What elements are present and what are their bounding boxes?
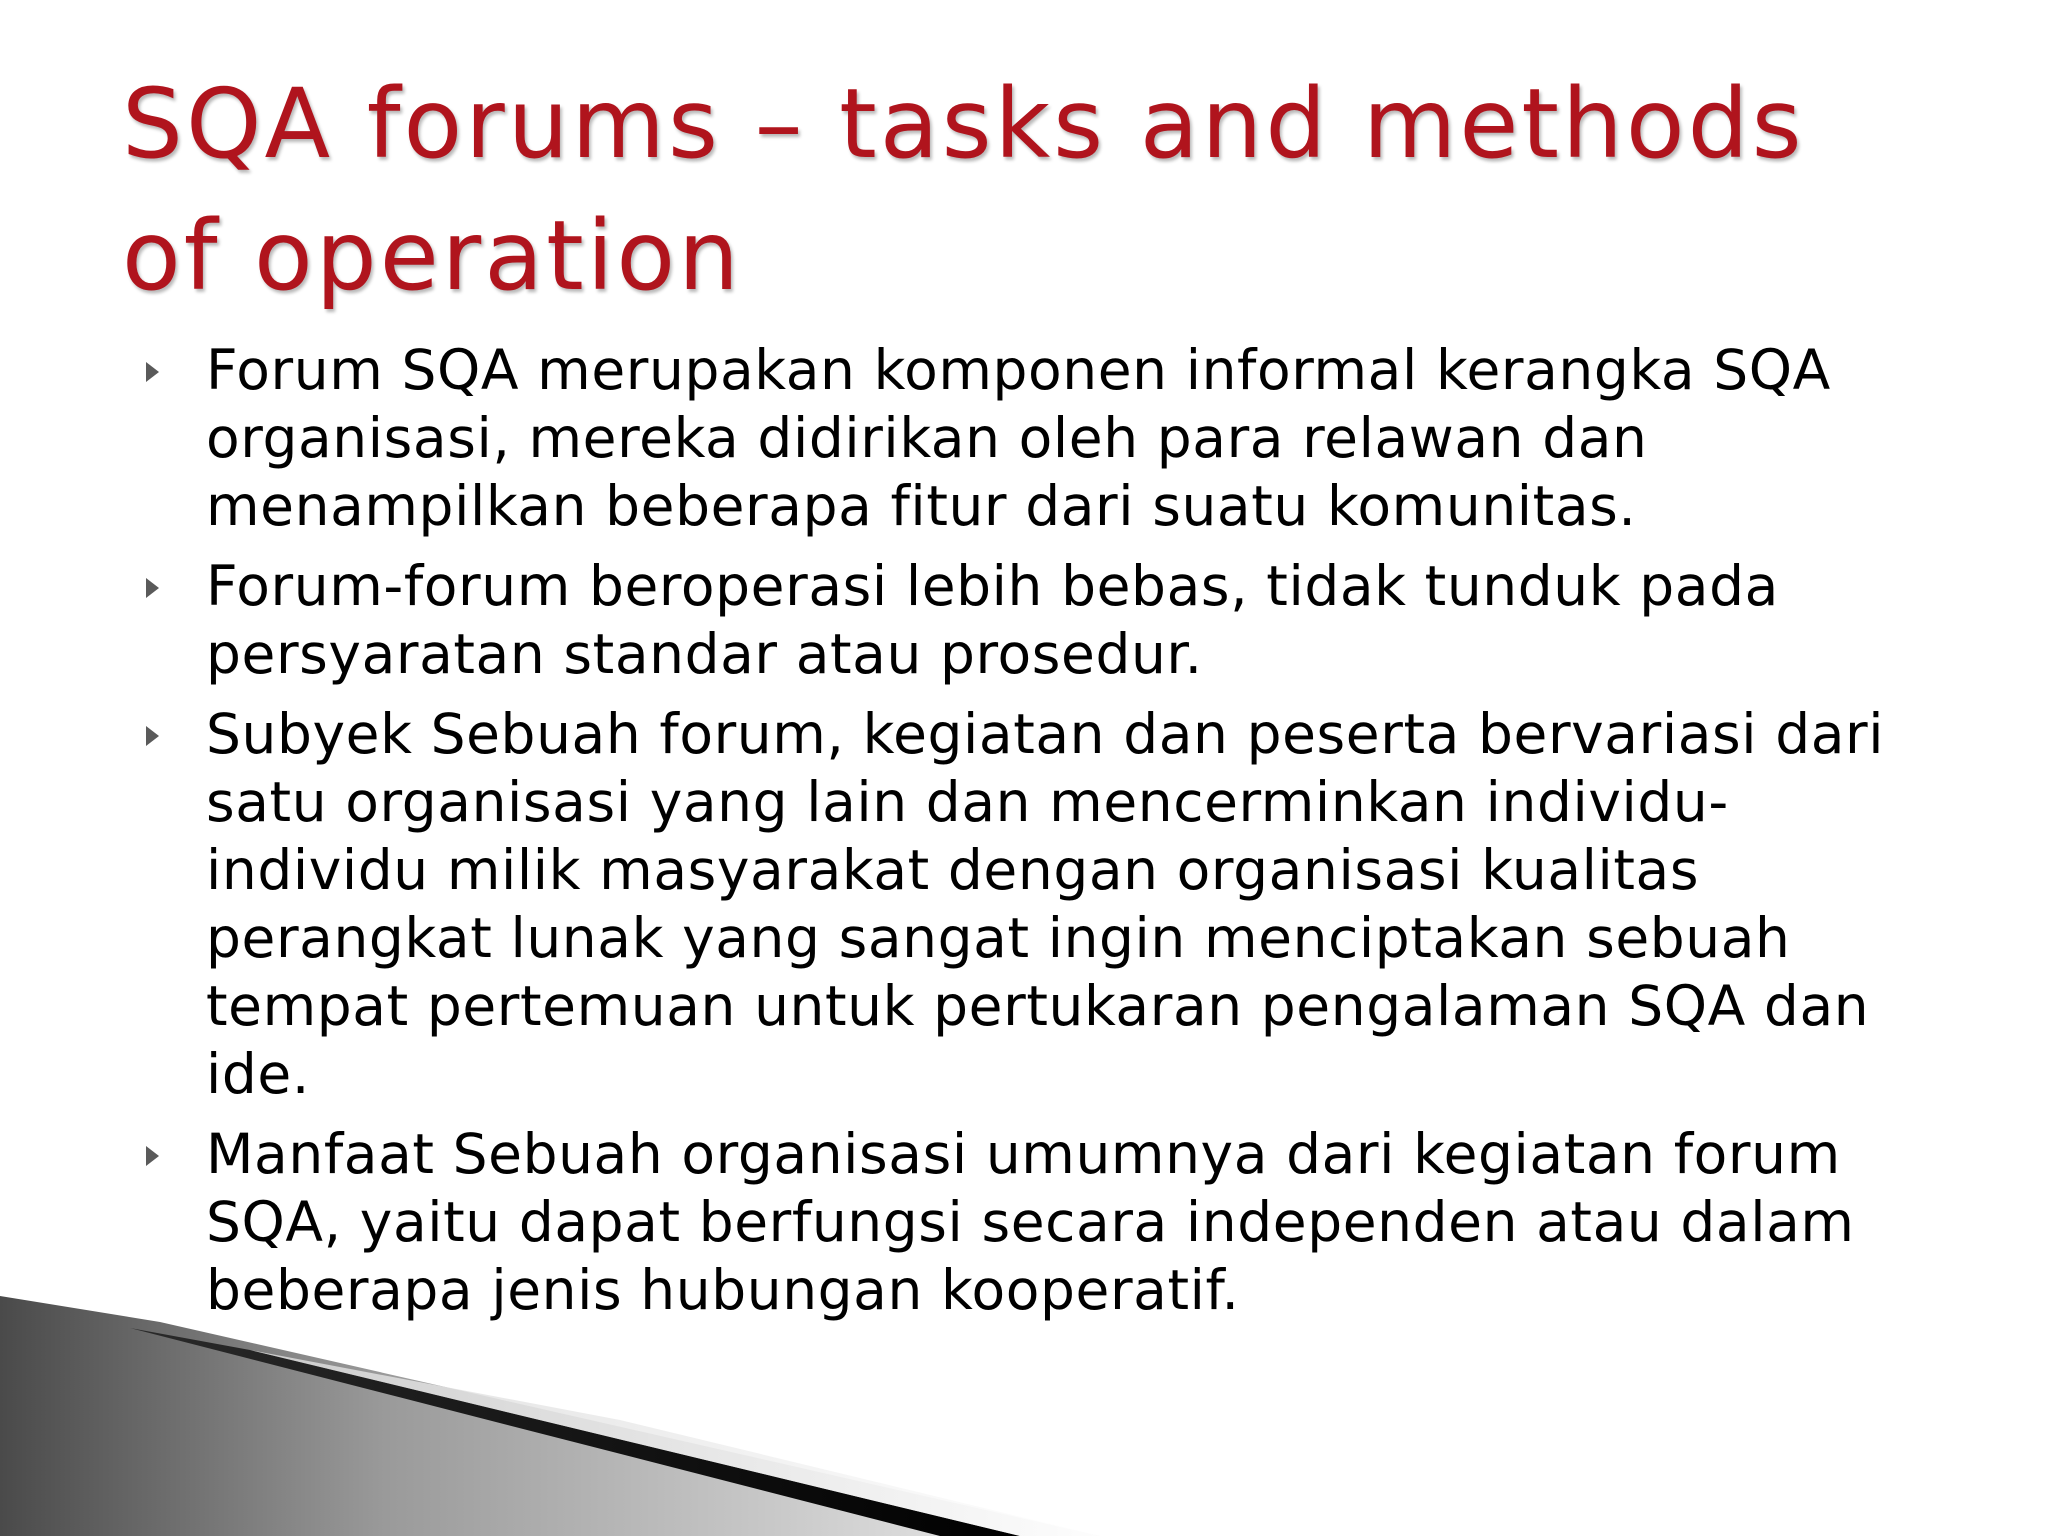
slide-title: SQA forums – tasks and methods of operation: [122, 68, 1805, 312]
bullet-item: [146, 336, 1906, 540]
bullet-text: Subyek Sebuah forum, kegiatan dan peserta bervariasi dari satu organisasi yang lain dan mencerminkan individu-individu milik masyarakat dengan organisasi kualitas perangkat lunak yang sangat ingin menciptakan sebuah tempat pertemuan untuk pertukaran pengalaman SQA dan ide.: [206, 702, 1885, 1106]
triangle-right-icon: [146, 1146, 159, 1166]
triangle-right-icon: [146, 362, 159, 382]
bullet-list: [146, 336, 1906, 1336]
bullet-text: Forum SQA merupakan komponen informal kerangka SQA organisasi, mereka didirikan oleh para relawan dan menampilkan beberapa fitur dari suatu komunitas.: [206, 338, 1831, 538]
decorative-swoosh: [0, 1240, 1100, 1536]
bullet-text: Manfaat Sebuah organisasi umumnya dari kegiatan forum SQA, yaitu dapat berfungsi secara independen atau dalam beberapa jenis hubungan kooperatif.: [206, 1122, 1855, 1322]
bullet-item: [146, 552, 1906, 688]
triangle-right-icon: [146, 726, 159, 746]
bullet-item: [146, 700, 1906, 1108]
bullet-text: Forum-forum beroperasi lebih bebas, tidak tunduk pada persyaratan standar atau prosedur.: [206, 554, 1779, 686]
triangle-right-icon: [146, 578, 159, 598]
